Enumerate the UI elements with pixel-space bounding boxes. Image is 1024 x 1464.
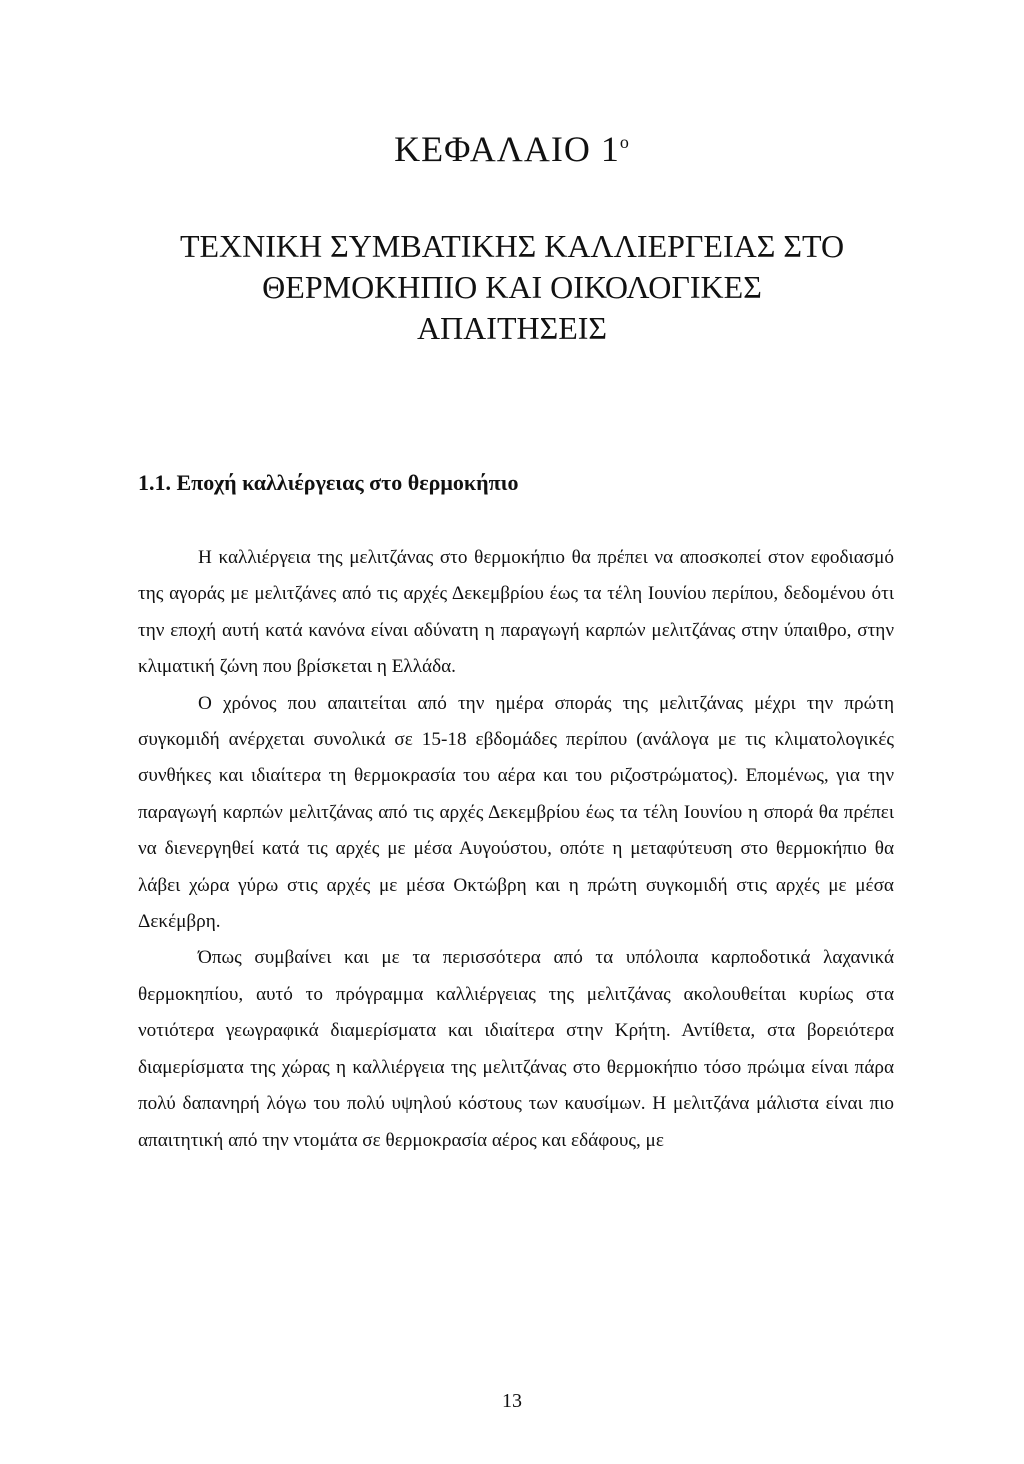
chapter-superscript: ο bbox=[619, 132, 630, 152]
body-text bbox=[138, 540, 894, 1159]
paragraph: Ο χρόνος που απαιτείται από την ημέρα σποράς της μελιτζάνας μέχρι την πρώτη συγκομιδή ανέρχεται συνολικά σε 15-18 εβδομάδες περίπου (ανάλογα με τις κλιματολογικές συνθήκες και ιδιαίτερα τη θερμοκρασία του αέρα και του ριζοστρώματος). Επομένως, για την παραγωγή καρπών μελιτζάνας από τις αρχές Δεκεμβρίου έως τα τέλη Ιουνίου η σπορά θα πρέπει να διενεργηθεί κατά τις αρχές με μέσα Αυγούστου, οπότε η μεταφύτευση στο θερμοκήπιο θα λάβει χώρα γύρω στις αρχές με μέσα Οκτώβρη και η πρώτη συγκομιδή στις αρχές με μέσα Δεκέμβρη. bbox=[138, 692, 894, 933]
chapter-heading bbox=[0, 128, 1024, 170]
title-line: ΘΕΡΜΟΚΗΠΙΟ ΚΑΙ ΟΙΚΟΛΟΓΙΚΕΣ bbox=[262, 269, 762, 305]
paragraph: Η καλλιέργεια της μελιτζάνας στο θερμοκήπιο θα πρέπει να αποσκοπεί στον εφοδιασμό της αγοράς με μελιτζάνες από τις αρχές Δεκεμβρίου έως τα τέλη Ιουνίου περίπου, δεδομένου ότι την εποχή αυτή κατά κανόνα είναι αδύνατη η παραγωγή καρπών μελιτζάνας στην ύπαιθρο, στην κλιματική ζώνη που βρίσκεται η Ελλάδα. bbox=[138, 547, 894, 678]
chapter-title bbox=[100, 226, 924, 349]
section-heading: 1.1. Εποχή καλλιέργειας στο θερμοκήπιο bbox=[138, 470, 519, 495]
page-number: 13 bbox=[502, 1390, 522, 1412]
chapter-label: ΚΕΦΑΛΑΙΟ 1 bbox=[394, 129, 620, 169]
paragraph: Όπως συμβαίνει και με τα περισσότερα από τα υπόλοιπα καρποδοτικά λαχανικά θερμοκηπίου, αυτό το πρόγραμμα καλλιέργειας της μελιτζάνας ακολουθείται κυρίως στα νοτιότερα γεωγραφικά διαμερίσματα και ιδιαίτερα στην Κρήτη. Αντίθετα, στα βορειότερα διαμερίσματα της χώρας η καλλιέργεια της μελιτζάνας στο θερμοκήπιο τόσο πρώιμα είναι πάρα πολύ δαπανηρή λόγω του πολύ υψηλού κόστους των καυσίμων. Η μελιτζάνα μάλιστα είναι πιο απαιτητική από την ντομάτα σε θερμοκρασία αέρος και εδάφους, με bbox=[138, 947, 894, 1151]
title-line: ΑΠΑΙΤΗΣΕΙΣ bbox=[416, 310, 608, 346]
title-line: ΤΕΧΝΙΚΗ ΣΥΜΒΑΤΙΚΗΣ ΚΑΛΛΙΕΡΓΕΙΑΣ ΣΤΟ bbox=[179, 228, 845, 264]
